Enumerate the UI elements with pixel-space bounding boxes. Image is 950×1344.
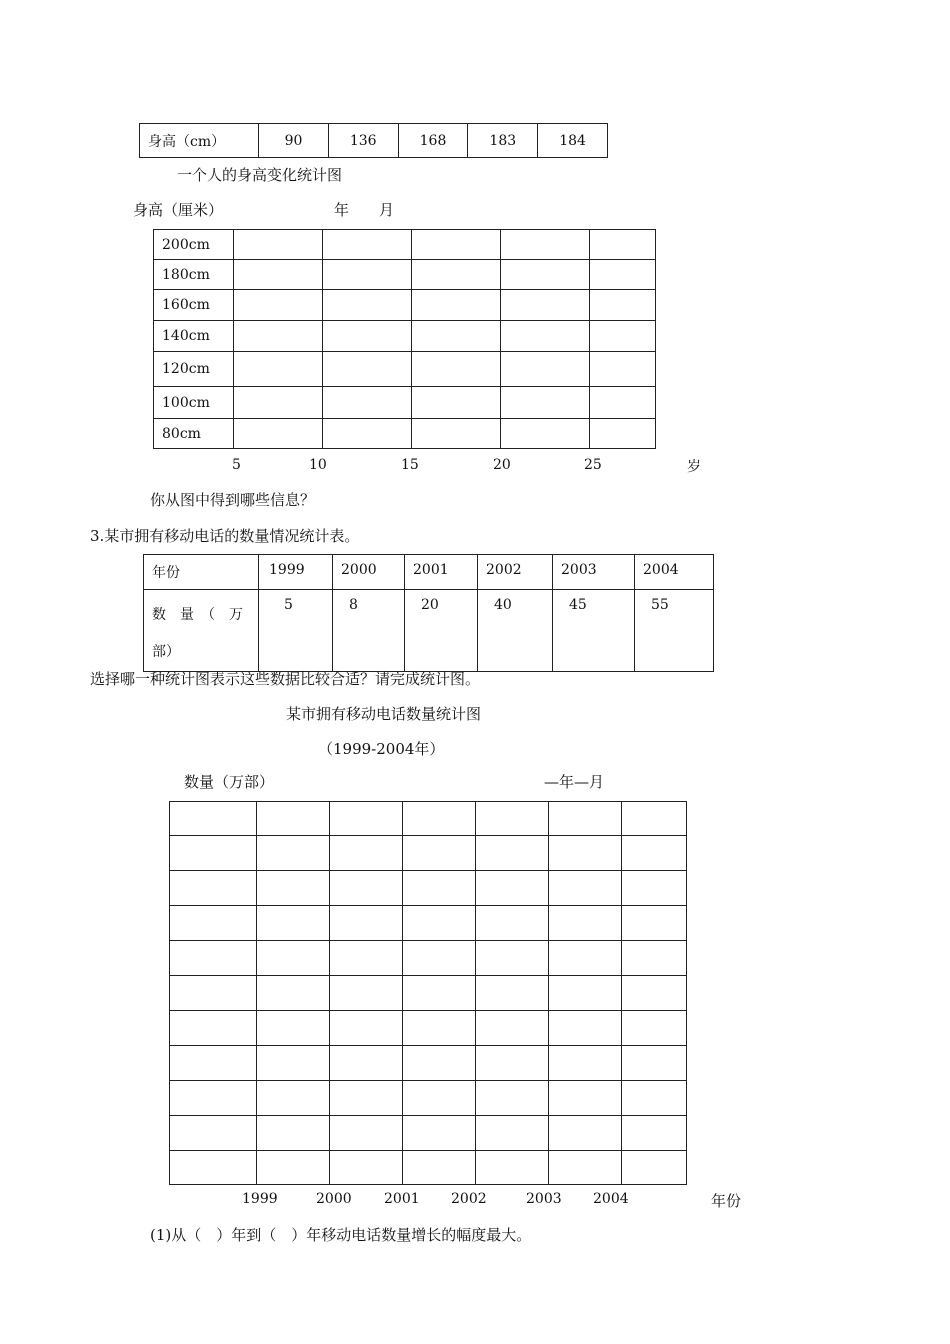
year-cell: 2004: [635, 555, 714, 590]
year-cell: 1999: [259, 555, 333, 590]
y-tick-label: 160cm: [154, 290, 234, 321]
height-table-cell: 168: [398, 124, 468, 158]
chart1-title: 一个人的身高变化统计图: [177, 166, 343, 184]
height-table-cell: 90: [259, 124, 329, 158]
height-table-cell: 136: [328, 124, 398, 158]
chart1-date-label: 年 月: [334, 201, 395, 219]
x-unit-label: 年份: [711, 1192, 742, 1210]
quantity-cell: 20: [405, 590, 478, 672]
y-tick-label: 80cm: [154, 419, 234, 449]
quantity-cell: 5: [259, 590, 333, 672]
x-tick-label: 1999: [242, 1191, 278, 1207]
y-tick-label: 120cm: [154, 352, 234, 387]
height-table-cell: 183: [468, 124, 538, 158]
y-tick-label: 100cm: [154, 387, 234, 419]
quantity-cell: 40: [478, 590, 553, 672]
y-tick-label: 180cm: [154, 260, 234, 290]
quantity-cell: 45: [553, 590, 635, 672]
x-tick-label: 2000: [316, 1191, 352, 1207]
chart2-subtitle: （1999-2004年）: [318, 740, 445, 758]
height-chart-grid[interactable]: [153, 229, 656, 449]
x-tick-label: 2002: [451, 1191, 487, 1207]
x-tick-label: 15: [401, 457, 419, 473]
x-tick-label: 25: [584, 457, 602, 473]
x-tick-label: 2003: [526, 1191, 562, 1207]
chart1-y-label: 身高（厘米）: [133, 201, 224, 219]
x-tick-label: 20: [493, 457, 511, 473]
year-cell: 2003: [553, 555, 635, 590]
y-tick-label: 140cm: [154, 321, 234, 352]
section3-title: 3.某市拥有移动电话的数量情况统计表。: [90, 527, 360, 545]
x-tick-label: 2001: [384, 1191, 420, 1207]
x-tick-label: 2004: [593, 1191, 629, 1207]
x-unit-label: 岁: [687, 459, 701, 475]
year-header: 年份: [144, 555, 259, 590]
y-tick-label: 200cm: [154, 230, 234, 260]
phone-table: [143, 554, 714, 672]
height-table: [139, 123, 608, 158]
question-1: (1)从（ ）年到（ ）年移动电话数量增长的幅度最大。: [150, 1226, 532, 1244]
quantity-header: 数 量 （ 万部）: [144, 590, 259, 672]
quantity-cell: 55: [635, 590, 714, 672]
phone-chart-grid[interactable]: [169, 801, 687, 1185]
year-cell: 2002: [478, 555, 553, 590]
year-cell: 2001: [405, 555, 478, 590]
chart2-y-label: 数量（万部）: [184, 773, 275, 791]
chart2-title: 某市拥有移动电话数量统计图: [286, 705, 482, 723]
chart-prompt: 选择哪一种统计图表示这些数据比较合适？请完成统计图。: [90, 670, 481, 688]
info-question: 你从图中得到哪些信息？: [150, 491, 316, 509]
chart2-date-label: —年—月: [544, 773, 605, 791]
x-tick-label: 10: [309, 457, 327, 473]
year-cell: 2000: [333, 555, 405, 590]
height-table-header: 身高（cm）: [140, 124, 259, 158]
height-table-cell: 184: [538, 124, 608, 158]
quantity-cell: 8: [333, 590, 405, 672]
x-tick-label: 5: [232, 457, 241, 473]
